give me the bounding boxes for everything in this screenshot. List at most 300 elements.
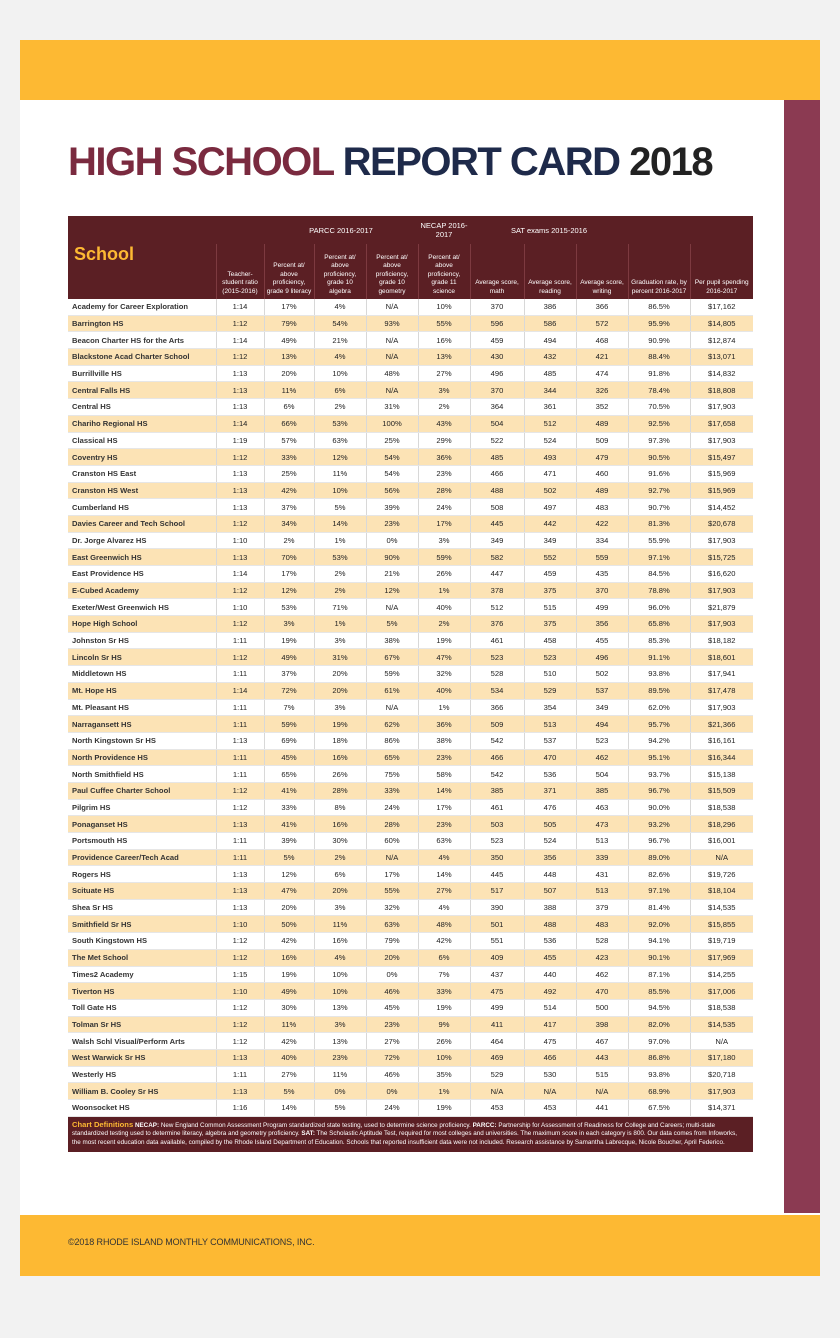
header-school: School bbox=[68, 244, 216, 299]
data-cell: 43% bbox=[418, 415, 470, 432]
table-row bbox=[68, 1066, 753, 1083]
table-row bbox=[68, 465, 753, 482]
data-cell: 488 bbox=[470, 482, 524, 499]
data-cell: 523 bbox=[470, 649, 524, 666]
data-cell: 6% bbox=[314, 866, 366, 883]
table-row bbox=[68, 532, 753, 549]
data-cell: 33% bbox=[366, 782, 418, 799]
data-cell: 38% bbox=[418, 732, 470, 749]
data-cell: 350 bbox=[470, 849, 524, 866]
data-cell: $17,180 bbox=[690, 1049, 753, 1066]
data-cell: 48% bbox=[418, 916, 470, 933]
data-cell: 536 bbox=[524, 766, 576, 783]
data-cell: 1:13 bbox=[216, 365, 264, 382]
data-cell: 42% bbox=[264, 482, 314, 499]
school-name-cell: Lincoln Sr HS bbox=[68, 649, 216, 666]
data-cell: N/A bbox=[366, 332, 418, 349]
table-row bbox=[68, 299, 753, 315]
data-cell: 1:14 bbox=[216, 415, 264, 432]
data-cell: 16% bbox=[264, 949, 314, 966]
school-name-cell: Chariho Regional HS bbox=[68, 415, 216, 432]
data-cell: 512 bbox=[524, 415, 576, 432]
data-cell: 366 bbox=[576, 299, 628, 315]
data-cell: 16% bbox=[314, 749, 366, 766]
data-cell: 11% bbox=[314, 916, 366, 933]
data-cell: 36% bbox=[418, 716, 470, 733]
data-cell: 93.2% bbox=[628, 816, 690, 833]
data-cell: 54% bbox=[314, 315, 366, 332]
school-name-cell: Central Falls HS bbox=[68, 382, 216, 399]
data-cell: 524 bbox=[524, 833, 576, 850]
data-cell: $17,903 bbox=[690, 699, 753, 716]
data-cell: 483 bbox=[576, 916, 628, 933]
data-cell: 445 bbox=[470, 866, 524, 883]
data-cell: 466 bbox=[470, 465, 524, 482]
data-cell: 411 bbox=[470, 1016, 524, 1033]
top-band bbox=[20, 40, 820, 100]
school-name-cell: East Greenwich HS bbox=[68, 549, 216, 566]
data-cell: 370 bbox=[576, 582, 628, 599]
data-cell: 470 bbox=[576, 983, 628, 1000]
table-row bbox=[68, 649, 753, 666]
data-cell: 529 bbox=[524, 682, 576, 699]
data-cell: 1:11 bbox=[216, 716, 264, 733]
data-cell: 371 bbox=[524, 782, 576, 799]
data-cell: 61% bbox=[366, 682, 418, 699]
data-cell: 3% bbox=[418, 532, 470, 549]
data-cell: 1:12 bbox=[216, 649, 264, 666]
table-row bbox=[68, 916, 753, 933]
school-name-cell: East Providence HS bbox=[68, 566, 216, 583]
data-cell: 97.1% bbox=[628, 549, 690, 566]
data-cell: N/A bbox=[366, 382, 418, 399]
data-cell: 20% bbox=[314, 682, 366, 699]
data-cell: 447 bbox=[470, 566, 524, 583]
school-name-cell: Davies Career and Tech School bbox=[68, 515, 216, 532]
school-name-cell: Rogers HS bbox=[68, 866, 216, 883]
table-row bbox=[68, 332, 753, 349]
school-name-cell: Walsh Schl Visual/Perform Arts bbox=[68, 1033, 216, 1050]
data-cell: 507 bbox=[524, 883, 576, 900]
data-cell: 90% bbox=[366, 549, 418, 566]
school-name-cell: Cumberland HS bbox=[68, 499, 216, 516]
data-cell: 361 bbox=[524, 399, 576, 416]
data-cell: 28% bbox=[366, 816, 418, 833]
data-cell: 339 bbox=[576, 849, 628, 866]
data-cell: 19% bbox=[264, 966, 314, 983]
school-name-cell: Cranston HS West bbox=[68, 482, 216, 499]
data-cell: $20,718 bbox=[690, 1066, 753, 1083]
data-cell: N/A bbox=[576, 1083, 628, 1100]
data-cell: 28% bbox=[314, 782, 366, 799]
data-cell: 503 bbox=[470, 816, 524, 833]
data-cell: 388 bbox=[524, 899, 576, 916]
data-cell: 12% bbox=[264, 582, 314, 599]
data-cell: 1:13 bbox=[216, 866, 264, 883]
data-cell: 14% bbox=[264, 1100, 314, 1117]
data-cell: $17,903 bbox=[690, 432, 753, 449]
data-cell: 3% bbox=[418, 382, 470, 399]
data-cell: $18,808 bbox=[690, 382, 753, 399]
data-cell: 96.7% bbox=[628, 833, 690, 850]
table-row bbox=[68, 782, 753, 799]
data-cell: 379 bbox=[576, 899, 628, 916]
data-cell: 385 bbox=[576, 782, 628, 799]
sat-text: The Scholastic Aptitude Test, required for most colleges and universities. The maximum score in each category is 800. Our data comes from Infoworks, the most recent education data available, compiled by the Rhode Island Department of Education. Schools that reported insufficient data were not included. Research assistance by Samantha Labrecque, Nicole Boucher, April Federico. bbox=[72, 1130, 738, 1146]
data-cell: 33% bbox=[264, 449, 314, 466]
data-cell: 4% bbox=[418, 849, 470, 866]
data-cell: 1:12 bbox=[216, 449, 264, 466]
data-cell: 528 bbox=[470, 666, 524, 683]
data-cell: 582 bbox=[470, 549, 524, 566]
data-cell: 1:13 bbox=[216, 1083, 264, 1100]
data-cell: 1:14 bbox=[216, 566, 264, 583]
table-row bbox=[68, 983, 753, 1000]
data-cell: $16,620 bbox=[690, 566, 753, 583]
data-cell: 49% bbox=[264, 332, 314, 349]
table-row bbox=[68, 499, 753, 516]
data-cell: 13% bbox=[264, 349, 314, 366]
data-cell: 485 bbox=[524, 365, 576, 382]
data-cell: 37% bbox=[264, 666, 314, 683]
school-name-cell: Burrillville HS bbox=[68, 365, 216, 382]
data-cell: 19% bbox=[314, 716, 366, 733]
data-cell: 7% bbox=[264, 699, 314, 716]
data-cell: 24% bbox=[418, 499, 470, 516]
data-cell: 504 bbox=[470, 415, 524, 432]
data-cell: 356 bbox=[524, 849, 576, 866]
data-cell: 370 bbox=[470, 299, 524, 315]
data-cell: 32% bbox=[418, 666, 470, 683]
data-cell: 529 bbox=[470, 1066, 524, 1083]
data-cell: 1:12 bbox=[216, 999, 264, 1016]
data-cell: 483 bbox=[576, 499, 628, 516]
data-cell: 513 bbox=[576, 833, 628, 850]
data-cell: 54% bbox=[366, 465, 418, 482]
data-cell: 10% bbox=[418, 299, 470, 315]
data-cell: 501 bbox=[470, 916, 524, 933]
data-cell: 78.4% bbox=[628, 382, 690, 399]
data-cell: 522 bbox=[470, 432, 524, 449]
data-cell: N/A bbox=[690, 1033, 753, 1050]
data-cell: 1:12 bbox=[216, 1016, 264, 1033]
data-cell: 4% bbox=[418, 899, 470, 916]
table-row bbox=[68, 449, 753, 466]
group-sat: SAT exams 2015-2016 bbox=[470, 216, 628, 244]
school-name-cell: North Smithfield HS bbox=[68, 766, 216, 783]
data-cell: 47% bbox=[418, 649, 470, 666]
data-cell: 6% bbox=[314, 382, 366, 399]
data-cell: 7% bbox=[418, 966, 470, 983]
title-part1: HIGH SCHOOL bbox=[68, 140, 334, 184]
data-cell: 466 bbox=[470, 749, 524, 766]
school-name-cell: The Met School bbox=[68, 949, 216, 966]
report-table bbox=[68, 216, 753, 1117]
data-cell: 496 bbox=[470, 365, 524, 382]
school-name-cell: Ponaganset HS bbox=[68, 816, 216, 833]
data-cell: 5% bbox=[314, 1100, 366, 1117]
data-cell: 385 bbox=[470, 782, 524, 799]
data-cell: 65% bbox=[366, 749, 418, 766]
data-cell: 354 bbox=[524, 699, 576, 716]
data-cell: 19% bbox=[264, 632, 314, 649]
data-cell: 440 bbox=[524, 966, 576, 983]
data-cell: 35% bbox=[418, 1066, 470, 1083]
data-cell: 1:11 bbox=[216, 699, 264, 716]
school-name-cell: Mt. Hope HS bbox=[68, 682, 216, 699]
table-row bbox=[68, 766, 753, 783]
data-cell: 27% bbox=[418, 365, 470, 382]
data-cell: 42% bbox=[264, 1033, 314, 1050]
data-cell: 467 bbox=[576, 1033, 628, 1050]
data-cell: 455 bbox=[576, 632, 628, 649]
data-cell: 41% bbox=[264, 816, 314, 833]
data-cell: 1:11 bbox=[216, 766, 264, 783]
data-cell: 409 bbox=[470, 949, 524, 966]
data-cell: 16% bbox=[418, 332, 470, 349]
data-cell: 2% bbox=[264, 532, 314, 549]
data-cell: $17,903 bbox=[690, 616, 753, 633]
data-cell: $18,601 bbox=[690, 649, 753, 666]
table-row bbox=[68, 666, 753, 683]
data-cell: N/A bbox=[366, 349, 418, 366]
table-row bbox=[68, 415, 753, 432]
header-math: Average score, math bbox=[470, 244, 524, 299]
school-name-cell: Blackstone Acad Charter School bbox=[68, 349, 216, 366]
data-cell: 20% bbox=[264, 899, 314, 916]
data-cell: 81.4% bbox=[628, 899, 690, 916]
data-cell: 437 bbox=[470, 966, 524, 983]
table-row bbox=[68, 382, 753, 399]
data-cell: 86.5% bbox=[628, 299, 690, 315]
data-cell: 499 bbox=[576, 599, 628, 616]
school-name-cell: Shea Sr HS bbox=[68, 899, 216, 916]
data-cell: 504 bbox=[576, 766, 628, 783]
data-cell: $15,969 bbox=[690, 465, 753, 482]
chart-definitions bbox=[68, 1117, 753, 1153]
data-cell: $17,903 bbox=[690, 532, 753, 549]
data-cell: 430 bbox=[470, 349, 524, 366]
data-cell: 65% bbox=[264, 766, 314, 783]
data-cell: 92.7% bbox=[628, 482, 690, 499]
school-name-cell: Tiverton HS bbox=[68, 983, 216, 1000]
data-cell: 459 bbox=[470, 332, 524, 349]
school-name-cell: Johnston Sr HS bbox=[68, 632, 216, 649]
header-spending: Per pupil spending 2016-2017 bbox=[690, 244, 753, 299]
table-row bbox=[68, 933, 753, 950]
data-cell: 1% bbox=[418, 1083, 470, 1100]
data-cell: 19% bbox=[418, 999, 470, 1016]
data-cell: 349 bbox=[576, 699, 628, 716]
data-cell: 10% bbox=[314, 966, 366, 983]
data-cell: 95.1% bbox=[628, 749, 690, 766]
data-cell: 21% bbox=[366, 566, 418, 583]
data-cell: 494 bbox=[576, 716, 628, 733]
data-cell: 10% bbox=[314, 983, 366, 1000]
data-cell: 89.0% bbox=[628, 849, 690, 866]
data-cell: 6% bbox=[418, 949, 470, 966]
data-cell: 1% bbox=[418, 582, 470, 599]
table-row bbox=[68, 549, 753, 566]
data-cell: $16,344 bbox=[690, 749, 753, 766]
school-name-cell: E-Cubed Academy bbox=[68, 582, 216, 599]
data-cell: 390 bbox=[470, 899, 524, 916]
data-cell: 1:12 bbox=[216, 515, 264, 532]
data-cell: 458 bbox=[524, 632, 576, 649]
data-cell: 86.8% bbox=[628, 1049, 690, 1066]
data-cell: 514 bbox=[524, 999, 576, 1016]
data-cell: 517 bbox=[470, 883, 524, 900]
data-cell: 1:14 bbox=[216, 682, 264, 699]
data-cell: 90.9% bbox=[628, 332, 690, 349]
table-row bbox=[68, 682, 753, 699]
data-cell: 512 bbox=[470, 599, 524, 616]
table-row bbox=[68, 833, 753, 850]
data-cell: 2% bbox=[314, 849, 366, 866]
data-cell: 3% bbox=[314, 1016, 366, 1033]
report-card bbox=[68, 216, 753, 1152]
table-row bbox=[68, 1016, 753, 1033]
table-row bbox=[68, 616, 753, 633]
data-cell: 1:11 bbox=[216, 666, 264, 683]
table-row bbox=[68, 883, 753, 900]
table-row bbox=[68, 732, 753, 749]
data-cell: 20% bbox=[314, 883, 366, 900]
data-cell: 59% bbox=[366, 666, 418, 683]
table-row bbox=[68, 849, 753, 866]
table-row bbox=[68, 515, 753, 532]
data-cell: 97.3% bbox=[628, 432, 690, 449]
data-cell: 509 bbox=[576, 432, 628, 449]
side-bar bbox=[784, 100, 820, 1213]
data-cell: 432 bbox=[524, 349, 576, 366]
data-cell: 91.8% bbox=[628, 365, 690, 382]
data-cell: $13,071 bbox=[690, 349, 753, 366]
data-cell: 1:12 bbox=[216, 782, 264, 799]
data-cell: 97.1% bbox=[628, 883, 690, 900]
data-cell: 88.4% bbox=[628, 349, 690, 366]
data-cell: $14,535 bbox=[690, 1016, 753, 1033]
title-part2: REPORT CARD bbox=[342, 140, 620, 184]
data-cell: 26% bbox=[418, 1033, 470, 1050]
data-cell: 70.5% bbox=[628, 399, 690, 416]
data-cell: 1:19 bbox=[216, 432, 264, 449]
data-cell: 2% bbox=[418, 616, 470, 633]
data-cell: 1:11 bbox=[216, 849, 264, 866]
data-cell: 1:12 bbox=[216, 349, 264, 366]
data-cell: 475 bbox=[470, 983, 524, 1000]
school-name-cell: Tolman Sr HS bbox=[68, 1016, 216, 1033]
data-cell: 62% bbox=[366, 716, 418, 733]
data-cell: 1:14 bbox=[216, 299, 264, 315]
data-cell: 19% bbox=[418, 1100, 470, 1117]
data-cell: 85.3% bbox=[628, 632, 690, 649]
data-cell: 510 bbox=[524, 666, 576, 683]
data-cell: 523 bbox=[524, 649, 576, 666]
data-cell: 14% bbox=[314, 515, 366, 532]
data-cell: 1:15 bbox=[216, 966, 264, 983]
table-row bbox=[68, 315, 753, 332]
data-cell: 473 bbox=[576, 816, 628, 833]
data-cell: 65.8% bbox=[628, 616, 690, 633]
data-cell: N/A bbox=[366, 849, 418, 866]
data-cell: 10% bbox=[418, 1049, 470, 1066]
header-reading: Average score, reading bbox=[524, 244, 576, 299]
data-cell: 96.7% bbox=[628, 782, 690, 799]
school-name-cell: Smithfield Sr HS bbox=[68, 916, 216, 933]
data-cell: 455 bbox=[524, 949, 576, 966]
data-cell: 16% bbox=[314, 933, 366, 950]
data-cell: 37% bbox=[264, 499, 314, 516]
data-cell: 551 bbox=[470, 933, 524, 950]
data-cell: 58% bbox=[418, 766, 470, 783]
data-cell: 476 bbox=[524, 799, 576, 816]
school-name-cell: Scituate HS bbox=[68, 883, 216, 900]
data-cell: 23% bbox=[366, 1016, 418, 1033]
data-cell: 94.1% bbox=[628, 933, 690, 950]
data-cell: $17,903 bbox=[690, 582, 753, 599]
data-cell: 1:14 bbox=[216, 332, 264, 349]
data-cell: 9% bbox=[418, 1016, 470, 1033]
data-cell: 67% bbox=[366, 649, 418, 666]
data-cell: 459 bbox=[524, 566, 576, 583]
data-cell: 42% bbox=[264, 933, 314, 950]
data-cell: $14,255 bbox=[690, 966, 753, 983]
data-cell: 1:13 bbox=[216, 1049, 264, 1066]
data-cell: 488 bbox=[524, 916, 576, 933]
table-row bbox=[68, 566, 753, 583]
data-cell: 1:10 bbox=[216, 599, 264, 616]
data-cell: $14,535 bbox=[690, 899, 753, 916]
data-cell: $17,969 bbox=[690, 949, 753, 966]
data-cell: 47% bbox=[264, 883, 314, 900]
data-cell: 528 bbox=[576, 933, 628, 950]
column-header-row bbox=[68, 244, 753, 299]
data-cell: 448 bbox=[524, 866, 576, 883]
data-cell: 0% bbox=[366, 1083, 418, 1100]
data-cell: 586 bbox=[524, 315, 576, 332]
school-name-cell: Dr. Jorge Alvarez HS bbox=[68, 532, 216, 549]
data-cell: 542 bbox=[470, 732, 524, 749]
data-cell: 423 bbox=[576, 949, 628, 966]
data-cell: 13% bbox=[314, 999, 366, 1016]
data-cell: 326 bbox=[576, 382, 628, 399]
data-cell: 32% bbox=[366, 899, 418, 916]
school-name-cell: South Kingstown HS bbox=[68, 933, 216, 950]
data-cell: 536 bbox=[524, 933, 576, 950]
data-cell: 2% bbox=[314, 582, 366, 599]
school-name-cell: Times2 Academy bbox=[68, 966, 216, 983]
school-name-cell: Pilgrim HS bbox=[68, 799, 216, 816]
data-cell: 59% bbox=[264, 716, 314, 733]
data-cell: 492 bbox=[524, 983, 576, 1000]
data-cell: 11% bbox=[314, 1066, 366, 1083]
data-cell: 23% bbox=[314, 1049, 366, 1066]
data-cell: 18% bbox=[314, 732, 366, 749]
copyright: ©2018 RHODE ISLAND MONTHLY COMMUNICATIONS, INC. bbox=[68, 1237, 315, 1247]
data-cell: 91.6% bbox=[628, 465, 690, 482]
data-cell: 82.0% bbox=[628, 1016, 690, 1033]
data-cell: 53% bbox=[264, 599, 314, 616]
data-cell: 471 bbox=[524, 465, 576, 482]
table-row bbox=[68, 1083, 753, 1100]
data-cell: 515 bbox=[576, 1066, 628, 1083]
data-cell: 24% bbox=[366, 799, 418, 816]
data-cell: $17,903 bbox=[690, 1083, 753, 1100]
data-cell: 91.1% bbox=[628, 649, 690, 666]
data-cell: 1:11 bbox=[216, 833, 264, 850]
definitions-lead: Chart Definitions bbox=[72, 1119, 134, 1129]
